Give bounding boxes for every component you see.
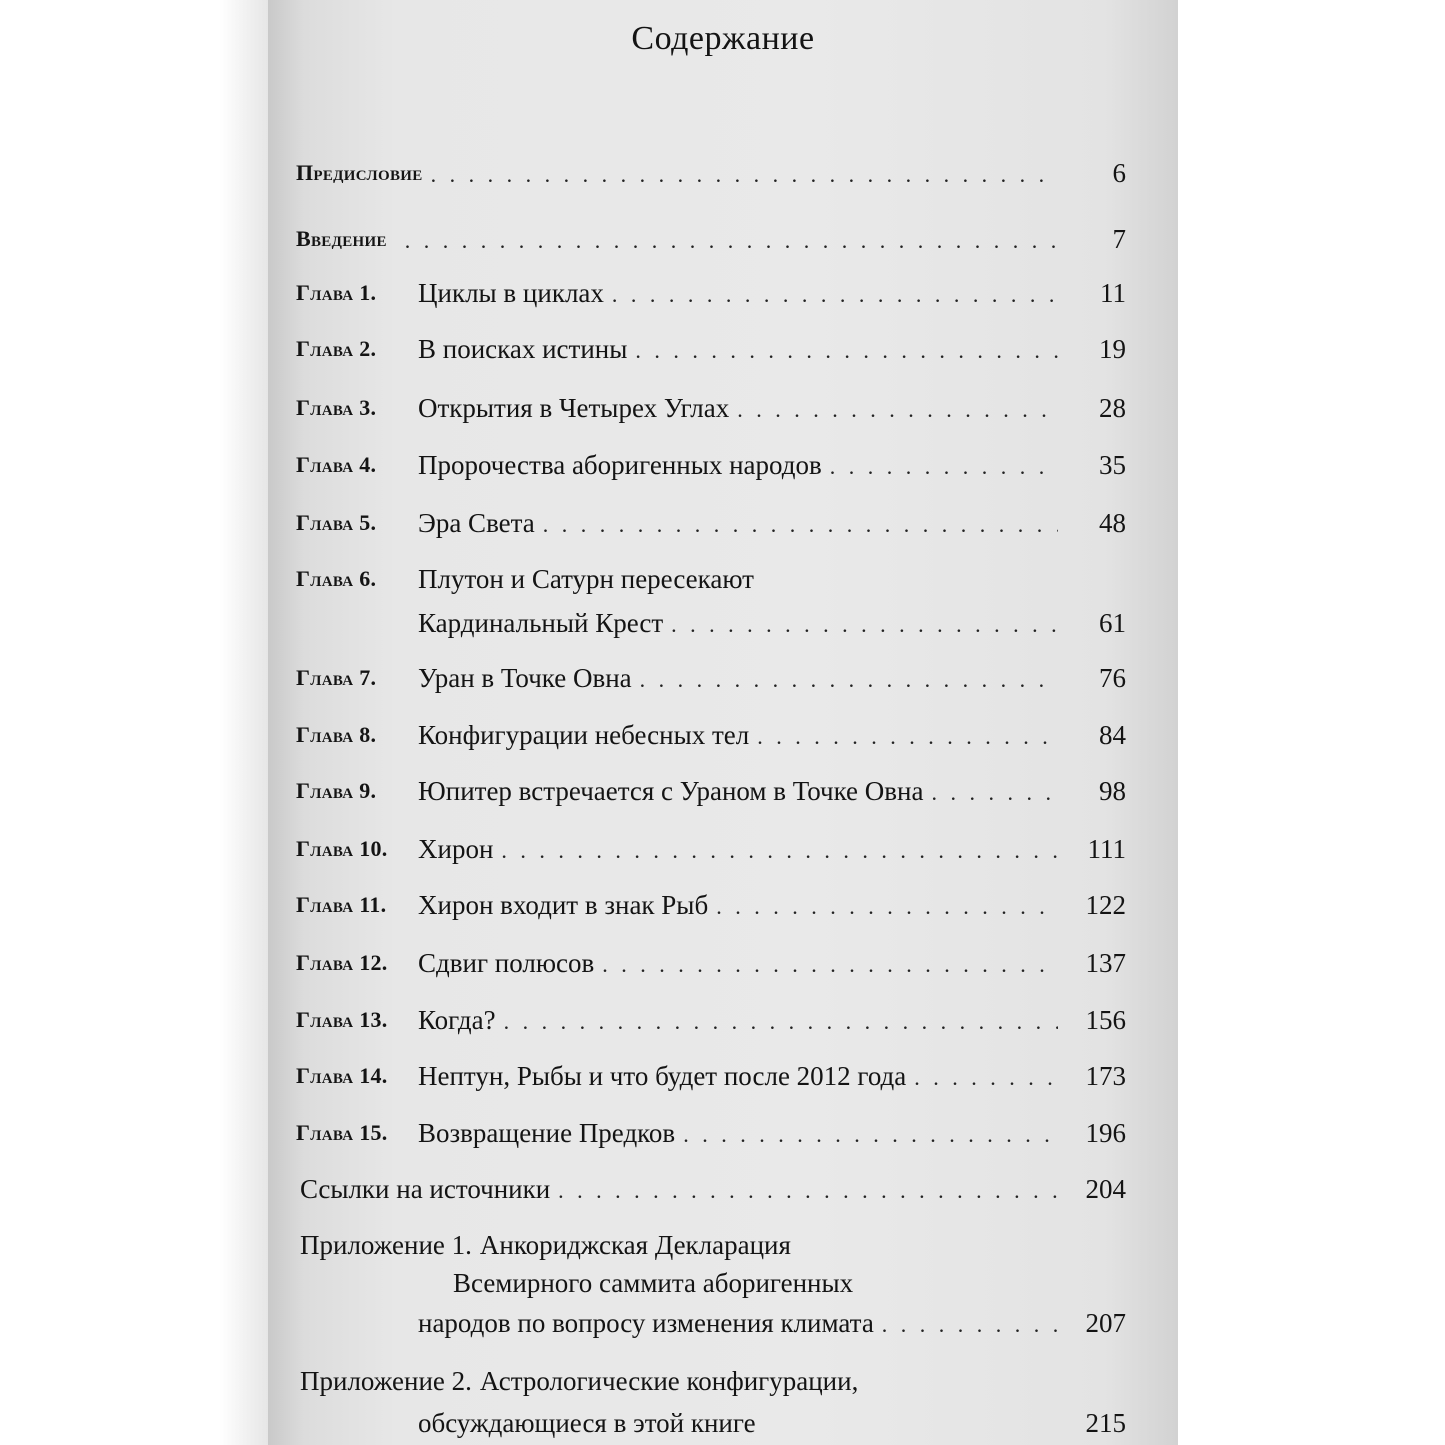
- dot-leader: [612, 280, 1058, 310]
- toc-title: Возвращение Предков: [418, 1118, 676, 1148]
- toc-entry-preface: [296, 150, 1126, 190]
- toc-entry-chapter-2: [296, 326, 1126, 366]
- toc-entry-appendix-2: [300, 1358, 1126, 1398]
- toc-page-number: 76: [1099, 663, 1126, 693]
- toc-title-continued: Всемирного саммита аборигенных: [453, 1268, 854, 1298]
- toc-label: Глава 4.: [296, 452, 377, 477]
- toc-entry-chapter-13: [296, 997, 1126, 1037]
- toc-title-continued: Кардинальный Крест: [418, 608, 664, 638]
- toc-title: Уран в Точке Овна: [418, 663, 632, 693]
- dot-leader: [737, 395, 1058, 425]
- toc-entry-chapter-11: [296, 882, 1126, 922]
- toc-label: Глава 15.: [296, 1120, 388, 1145]
- dot-leader: [830, 452, 1058, 482]
- toc-entry-chapter-14: [296, 1053, 1126, 1093]
- dot-leader: [405, 226, 1058, 256]
- dot-leader: [558, 1176, 1058, 1206]
- toc-entry-chapter-8: [296, 712, 1126, 752]
- toc-entry-chapter-15: [296, 1110, 1126, 1150]
- dot-leader: [602, 950, 1058, 980]
- toc-title: Ссылки на источники: [300, 1174, 551, 1204]
- left-page-margin: [0, 0, 268, 1445]
- dot-leader: [914, 1063, 1058, 1093]
- toc-page-number: 28: [1099, 393, 1126, 423]
- toc-entry-chapter-4: [296, 442, 1126, 482]
- toc-title: Нептун, Рыбы и что будет после 2012 года: [418, 1061, 907, 1091]
- toc-entry-chapter-1: [296, 270, 1126, 310]
- toc-entry-chapter-9: [296, 768, 1126, 808]
- toc-label: Глава 1.: [296, 280, 377, 305]
- toc-title-continued: народов по вопросу изменения климата: [418, 1308, 874, 1338]
- toc-label: Глава 8.: [296, 722, 377, 747]
- toc-page-number: 111: [1087, 834, 1126, 864]
- toc-title: Конфигурации небесных тел: [418, 720, 750, 750]
- toc-label: Глава 14.: [296, 1063, 388, 1088]
- toc-title: Циклы в циклах: [418, 278, 604, 308]
- toc-entry-chapter-7: [296, 655, 1126, 695]
- dot-leader: [504, 1007, 1058, 1037]
- toc-title-continued: обсуждающиеся в этой книге: [418, 1408, 756, 1438]
- toc-entry-chapter-10: [296, 826, 1126, 866]
- dot-leader: [671, 610, 1058, 640]
- dot-leader: [931, 778, 1058, 808]
- toc-label: Глава 7.: [296, 665, 377, 690]
- toc-title: Хирон входит в знак Рыб: [418, 890, 709, 920]
- toc-page-number: 48: [1099, 508, 1126, 538]
- toc-page-number: 35: [1099, 450, 1126, 480]
- toc-entry-appendix-1: [300, 1222, 1126, 1262]
- dot-leader: [640, 665, 1058, 695]
- toc-label: Глава 2.: [296, 336, 377, 361]
- toc-title: Открытия в Четырех Углах: [418, 393, 730, 423]
- toc-page-number: 7: [1112, 224, 1126, 254]
- toc-page-number: 215: [1085, 1408, 1126, 1438]
- toc-page-number: 61: [1099, 608, 1126, 638]
- toc-title: Плутон и Сатурн пересекают: [418, 564, 754, 594]
- book-page: [268, 0, 1178, 1445]
- dot-leader: [635, 336, 1058, 366]
- toc-entry-references: [300, 1166, 1126, 1206]
- toc-label: Приложение 2.: [300, 1366, 472, 1396]
- toc-label: Глава 9.: [296, 778, 377, 803]
- toc-entry-chapter-6-cont: [418, 600, 1126, 640]
- dot-leader: [543, 510, 1058, 540]
- toc-page-number: 196: [1085, 1118, 1126, 1148]
- toc-page-number: 84: [1099, 720, 1126, 750]
- toc-entry-chapter-12: [296, 940, 1126, 980]
- dot-leader: [716, 892, 1058, 922]
- toc-entry-appendix-1-cont: [418, 1300, 1126, 1340]
- toc-page-number: 122: [1085, 890, 1126, 920]
- toc-page-number: 173: [1085, 1061, 1126, 1091]
- toc-entry-chapter-6: [296, 556, 1126, 596]
- toc-label: Глава 10.: [296, 836, 388, 861]
- toc-entry-chapter-3: [296, 385, 1126, 425]
- dot-leader: [501, 836, 1058, 866]
- toc-title: Юпитер встречается с Ураном в Точке Овна: [418, 776, 924, 806]
- toc-label: Введение: [296, 226, 387, 251]
- toc-page-number: 11: [1100, 278, 1126, 308]
- dot-leader: [431, 160, 1058, 190]
- toc-page-number: 204: [1085, 1174, 1126, 1204]
- toc-page-number: 156: [1085, 1005, 1126, 1035]
- toc-title: Астрологические конфигурации,: [479, 1366, 859, 1396]
- toc-page-number: 98: [1099, 776, 1126, 806]
- toc-page-number: 6: [1112, 158, 1126, 188]
- toc-label: Глава 11.: [296, 892, 387, 917]
- toc-label: Приложение 1.: [300, 1230, 472, 1260]
- toc-label: Глава 3.: [296, 395, 377, 420]
- toc-entry-chapter-5: [296, 500, 1126, 540]
- toc-title: Хирон: [418, 834, 494, 864]
- toc-page-number: 207: [1085, 1308, 1126, 1338]
- page-title: Содержание: [631, 20, 815, 57]
- toc-page-number: 137: [1085, 948, 1126, 978]
- right-page-margin: [1178, 0, 1445, 1445]
- toc-label: Предисловие: [296, 160, 423, 185]
- toc-title: Пророчества аборигенных народов: [418, 450, 822, 480]
- toc-label: Глава 5.: [296, 510, 377, 535]
- dot-leader: [757, 722, 1058, 752]
- toc-page-number: 19: [1099, 334, 1126, 364]
- toc-title: Эра Света: [418, 508, 535, 538]
- toc-label: Глава 13.: [296, 1007, 388, 1032]
- toc-title: В поисках истины: [418, 334, 628, 364]
- toc-title: Когда?: [418, 1005, 496, 1035]
- toc-title: Анкориджская Декларация: [479, 1230, 791, 1260]
- dot-leader: [683, 1120, 1058, 1150]
- toc-label: Глава 12.: [296, 950, 388, 975]
- toc-entry-introduction: [296, 216, 1126, 256]
- toc-title: Сдвиг полюсов: [418, 948, 595, 978]
- toc-entry-appendix-2-cont: [418, 1400, 1126, 1440]
- dot-leader: [882, 1310, 1058, 1340]
- toc-label: Глава 6.: [296, 566, 377, 591]
